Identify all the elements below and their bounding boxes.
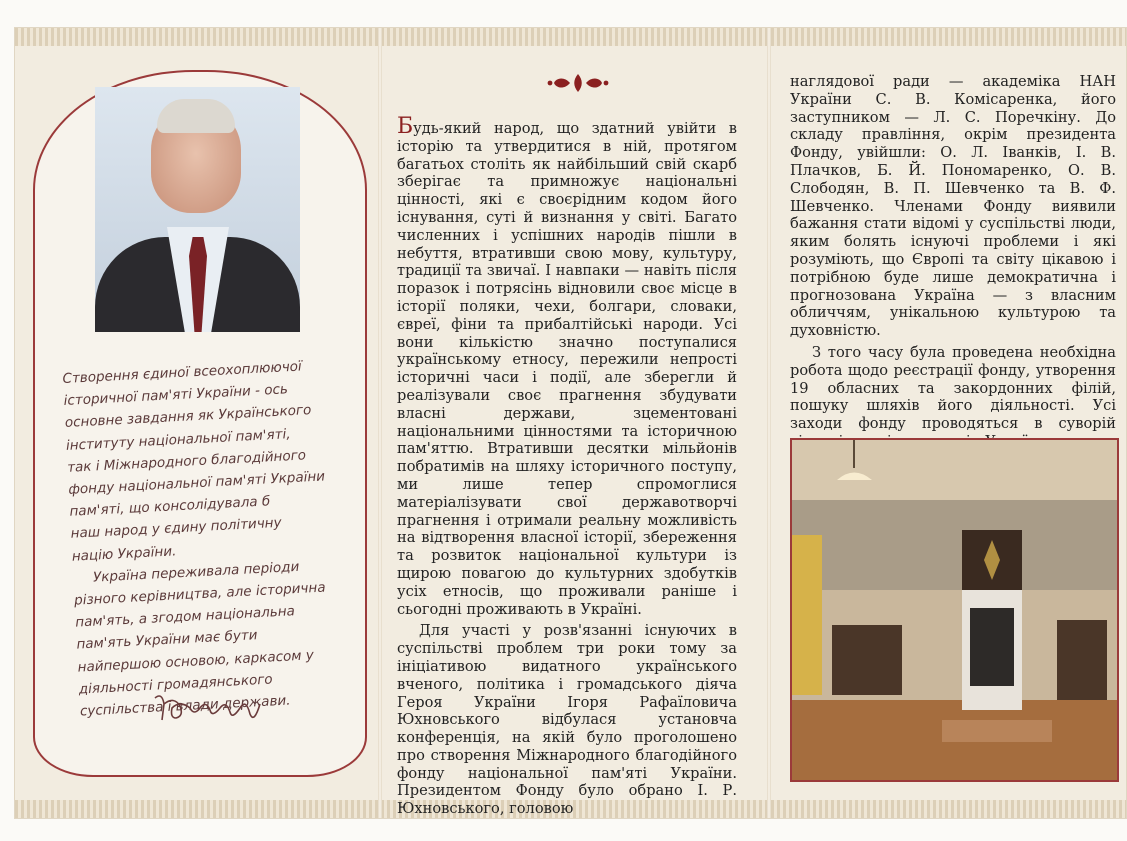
- note-line: пам'ять України має бути: [76, 627, 258, 654]
- note-line: пам'ять, а згодом національна: [74, 603, 296, 631]
- museum-hall-photo: [790, 438, 1119, 782]
- note-line: так і Міжнародного благодійного: [66, 447, 307, 476]
- ornament-icon: [546, 72, 610, 94]
- note-line: основне завдання як Українського: [64, 402, 312, 432]
- paragraph-text: удь-який народ, що здатний увійти в історію та утвердитися в ній, протягом багатьох століть як найбільший свій скарб зберігає та примножує національні цінності, які є своєрідним кодом його існування, суті й визнання у світі. Багато численних і успішних народів пішли в небуття, втративши свою мову, культуру, традиції та звичаї. І навпаки — навіть після поразок і потрясінь відновили своє місце в історії поляки, чехи, болгари, словаки, євреї, фіни та прибалтійські народи. Усі вони кількістю значно поступалися українському етносу, пережили непрості історичні часи і події, але зберегли й реалізували своє прагнення збудувати власні держави, зцементовані національними цінностями та історичною пам'яттю. Втративши десятки мільйонів побратимів на шляху історичного поступу, ми лише тепер спромоглися матеріалізувати свої державотворчі прагнення і отримали реальну можливість на відтворення власної історії, збереження та розвиток національної культури із щирою повагою до культурних здобутків усіх етносів, що проживали раніше і сьогодні проживають в Україні.: [397, 120, 737, 618]
- note-line: діяльності громадянського: [78, 671, 274, 698]
- note-line: пам'яті, що консолідувала б: [69, 493, 271, 521]
- note-line: історичної пам'яті України - ось: [63, 381, 289, 410]
- right-column: [790, 73, 1116, 473]
- note-line: інституту національної пам'яті,: [65, 425, 291, 454]
- dropcap: Б: [397, 114, 414, 139]
- note-line: різного керівництва, але історична: [73, 579, 326, 609]
- note-line: фонду національної пам'яті України: [67, 468, 326, 498]
- note-line: націю України.: [71, 542, 177, 565]
- note-line: найпершою основою, каркасом у: [77, 646, 315, 676]
- note-line: наш народ у єдину політичну: [70, 515, 282, 543]
- middle-column: [397, 114, 737, 818]
- handwritten-note: [62, 353, 360, 722]
- fold-line-right: [767, 28, 771, 818]
- note-line: Створення єдиної всеохоплюючої: [62, 358, 303, 387]
- paragraph: З того часу була проведена необхідна робота щодо реєстрації фонду, утворення 19 обласних та закордонних філій, пошуку шляхів його діяльності. Усі заходи фонду проводяться в суворій: [790, 343, 1116, 433]
- signature: [150, 690, 270, 730]
- paragraph: [397, 114, 737, 618]
- paragraph: Для участі у розв'язанні існуючих в суспільстві проблем три роки тому за ініціативою видатного українського вченого, політика і громадського діяча Героя України Ігоря Рафаїловича Юхновського відбулася установча конференція, на якій було проголошено про створення Міжнародного благодійного фонду національної пам'яті України. Президентом Фонду було обрано І. Р. Юхновського, головою: [397, 622, 737, 818]
- top-ornament-band: [15, 28, 1126, 46]
- fold-line-left: [378, 28, 382, 818]
- note-line: суспільства і влади держави.: [79, 692, 291, 720]
- portrait-photo: [95, 87, 300, 332]
- note-line: Україна переживала періоди: [92, 558, 300, 586]
- paragraph: наглядової ради — академіка НАН України С. В. Комісаренка, його заступником — Л. С. Поречкіну. До складу правління, окрім президента Фонду, увійшли: О. Л. Іванків, І. В. Плачков, Б. Й. Пономаренко, О. В. Слободян, В. П. Шевченко та В. Ф. Шевченко. Членами Фонду виявили бажання стати відомі у суспільстві люди, яким болять існуючі проблеми і які розуміють, що Європі та світу цікавою і потрібною буде лише демократична і прогнозована Україна — з власним обличчям, унікальною культурою та духовністю.: [790, 73, 1116, 340]
